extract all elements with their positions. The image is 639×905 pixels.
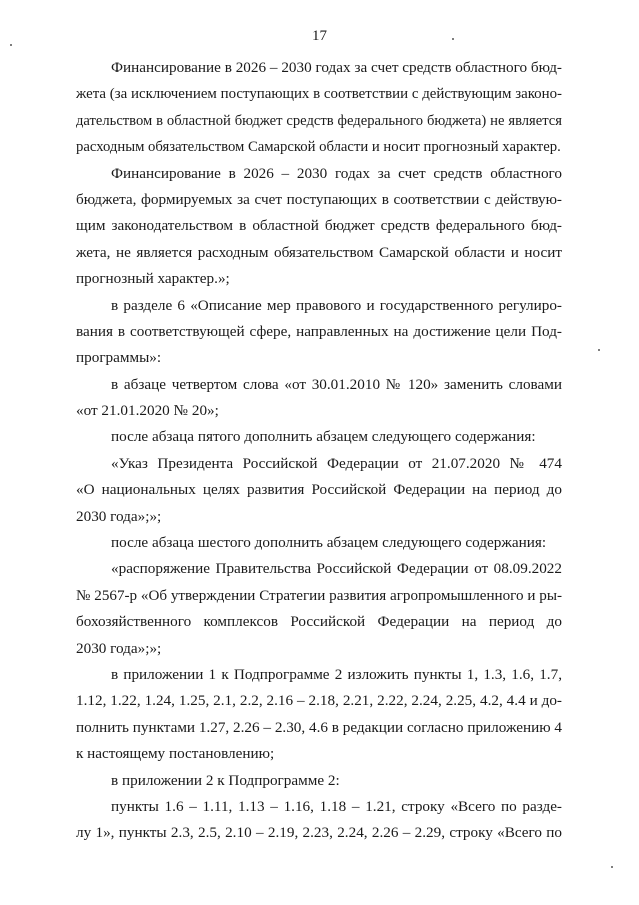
text-line: пункты 1.6 – 1.11, 1.13 – 1.16, 1.18 – 1.21, строку «Всего по разде- bbox=[111, 797, 562, 815]
text-line: дательством в областной бюджет средств федерального бюджета) не является bbox=[76, 112, 562, 129]
text-line: Финансирование в 2026 – 2030 годах за счет средств областного бюд- bbox=[111, 59, 562, 76]
scan-speck bbox=[598, 349, 600, 351]
text-line: лу 1», пункты 2.3, 2.5, 2.10 – 2.19, 2.23, 2.24, 2.26 – 2.29, строку «Всего по bbox=[76, 824, 562, 842]
text-line: 2030 года»;»; bbox=[76, 639, 162, 657]
text-line: в приложении 2 к Подпрограмме 2: bbox=[111, 771, 340, 789]
text-line: в разделе 6 «Описание мер правового и государственного регулиро- bbox=[111, 296, 562, 314]
text-line: программы»: bbox=[76, 349, 162, 367]
text-line: «О национальных целях развития Российской Федерации на период до bbox=[76, 481, 562, 499]
scan-speck bbox=[10, 44, 12, 46]
text-line: Финансирование в 2026 – 2030 годах за счет средств областного bbox=[111, 164, 562, 182]
text-line: «от 21.01.2020 № 20»; bbox=[76, 402, 219, 420]
text-line: «распоряжение Правительства Российской Федерации от 08.09.2022 bbox=[111, 560, 562, 578]
text-line: «Указ Президента Российской Федерации от 21.07.2020 № 474 bbox=[111, 454, 562, 472]
text-line: расходным обязательством Самарской области и носит прогнозный характер. bbox=[76, 139, 561, 156]
text-line: полнить пунктами 1.27, 2.26 – 2.30, 4.6 в редакции согласно приложению 4 bbox=[76, 718, 562, 736]
scan-speck bbox=[611, 866, 613, 868]
text-line: после абзаца пятого дополнить абзацем следующего содержания: bbox=[111, 428, 536, 446]
text-line: после абзаца шестого дополнить абзацем следующего содержания: bbox=[111, 534, 547, 552]
text-line: бохозяйственного комплексов Российской Федерации на период до bbox=[76, 613, 562, 631]
text-line: жета (за исключением поступающих в соответствии с действующим законо- bbox=[76, 86, 562, 103]
page-number: 17 bbox=[312, 28, 327, 44]
text-line: щим законодательством в областной бюджет средств федерального бюд- bbox=[76, 217, 562, 235]
scan-speck bbox=[452, 38, 454, 40]
text-line: в приложении 1 к Подпрограмме 2 изложить пункты 1, 1.3, 1.6, 1.7, bbox=[111, 665, 562, 683]
text-line: вания в соответствующей сфере, направленных на достижение цели Под- bbox=[76, 322, 562, 340]
text-line: к настоящему постановлению; bbox=[76, 745, 275, 763]
text-line: бюджета, формируемых за счет поступающих в соответствии с действую- bbox=[76, 190, 562, 208]
text-line: 2030 года»;»; bbox=[76, 507, 162, 525]
text-line: в абзаце четвертом слова «от 30.01.2010 № 120» заменить словами bbox=[111, 375, 562, 393]
text-line: жета, не является расходным обязательством Самарской области и носит bbox=[76, 243, 562, 261]
text-line: № 2567-р «Об утверждении Стратегии развития агропромышленного и ры- bbox=[76, 587, 562, 604]
text-line: прогнозный характер.»; bbox=[76, 270, 230, 288]
document-body bbox=[76, 55, 562, 847]
text-line: 1.12, 1.22, 1.24, 1.25, 2.1, 2.2, 2.16 – 2.18, 2.21, 2.22, 2.24, 2.25, 4.2, 4.4 и до- bbox=[76, 692, 562, 710]
